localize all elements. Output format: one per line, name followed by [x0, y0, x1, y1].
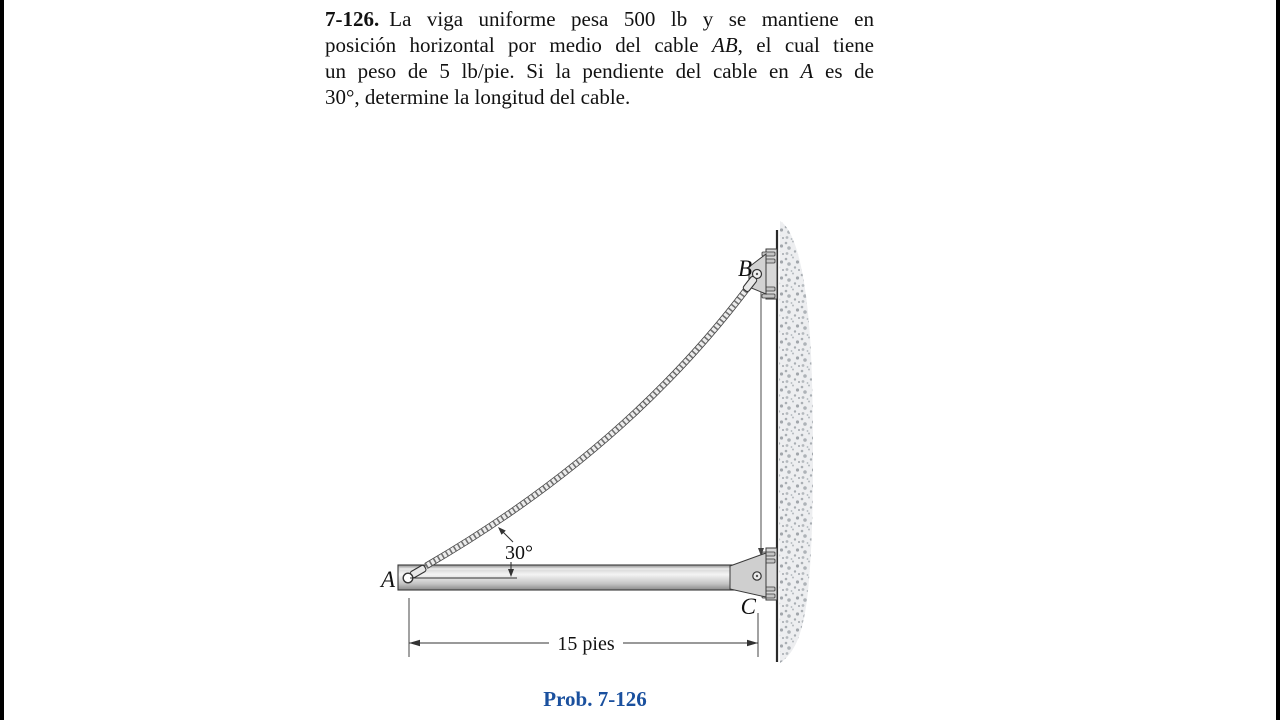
angle-label: 30°	[505, 542, 533, 564]
wall-bracket-b	[749, 249, 777, 299]
vertical-reference-line-bc	[758, 292, 764, 556]
cable-ref-ab: AB	[712, 33, 738, 57]
figure-caption: Prob. 7-126	[543, 687, 647, 711]
label-point-a: A	[380, 567, 395, 592]
statement-text: es de	[813, 59, 874, 83]
problem-number: 7-126.	[325, 7, 380, 31]
label-point-c: C	[740, 594, 756, 619]
dimension-15-pies	[409, 598, 758, 657]
wall-bracket-c	[730, 548, 777, 600]
statement-line-4: 30°, determine la longitud del cable.	[325, 85, 631, 109]
label-point-b: B	[737, 256, 752, 281]
cable-ab	[426, 290, 746, 566]
statement-text: La viga uniforme pesa 500 lb y se mantiene en	[389, 7, 874, 31]
statement-text: , el cual tiene	[737, 33, 874, 57]
point-ref-a: A	[800, 59, 814, 83]
statement-text: un peso de 5 lb/pie. Si la pendiente del cable en	[325, 59, 801, 83]
dimension-label: 15 pies	[557, 633, 615, 655]
statement-text: posición horizontal por medio del cable	[325, 33, 712, 57]
wall-texture	[779, 221, 813, 663]
